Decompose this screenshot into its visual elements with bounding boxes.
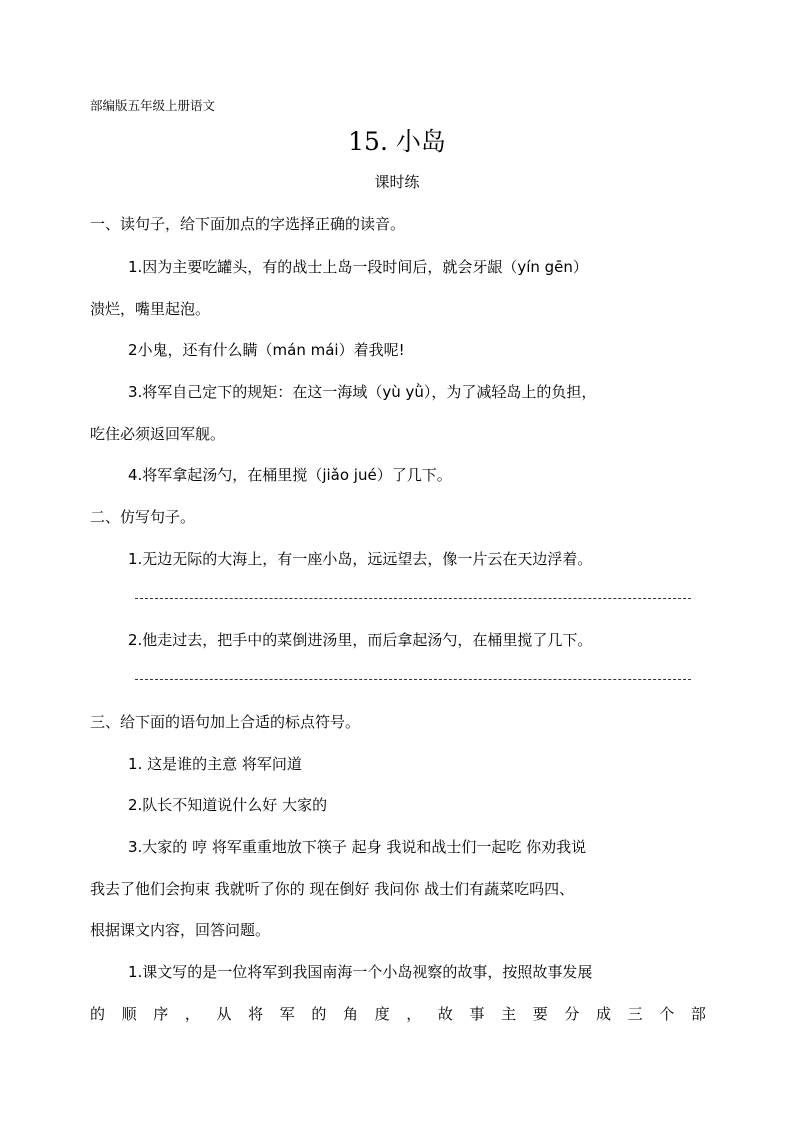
- answer-line-1[interactable]: [135, 598, 691, 599]
- justified-char: 角: [343, 1005, 359, 1023]
- section1-q4: 4.将军拿起汤勺，在桶里搅（jiǎo jué）了几下。: [128, 466, 452, 484]
- section2-heading: 二、仿写句子。: [90, 508, 196, 526]
- section4-q1-line2: [90, 1004, 706, 1024]
- answer-line-2[interactable]: [135, 679, 691, 680]
- justified-char: 度: [374, 1005, 390, 1023]
- justified-char: 三: [627, 1005, 643, 1023]
- section2-q2: 2.他走过去，把手中的菜倒进汤里，而后拿起汤勺，在桶里搅了几下。: [128, 631, 593, 649]
- justified-char: 事: [469, 1005, 485, 1023]
- section1-heading: 一、读句子，给下面加点的字选择正确的读音。: [90, 215, 406, 233]
- section2-q1: 1.无边无际的大海上，有一座小岛，远远望去，像一片云在天边浮着。: [128, 550, 593, 568]
- section1-q2: 2小鬼，还有什么瞒（mán mái）着我呢!: [128, 341, 405, 359]
- section1-q1-line2: 溃烂，嘴里起泡。: [90, 300, 211, 318]
- justified-char: 主: [501, 1005, 517, 1023]
- section4-q1-line1: 1.课文写的是一位将军到我国南海一个小岛视察的故事，按照故事发展: [128, 963, 593, 981]
- header-note: 部编版五年级上册语文: [90, 98, 216, 113]
- justified-char: 故: [437, 1005, 453, 1023]
- page-title: 15. 小岛: [348, 127, 446, 156]
- section3-q1: 1. 这是谁的主意 将军问道: [128, 755, 302, 773]
- justified-char: ，: [406, 1005, 422, 1023]
- justified-char: 从: [216, 1005, 232, 1023]
- justified-char: 序: [153, 1005, 169, 1023]
- justified-char: 顺: [121, 1005, 137, 1023]
- justified-char: 的: [90, 1005, 106, 1023]
- justified-char: 成: [596, 1005, 612, 1023]
- page-subtitle: 课时练: [374, 173, 420, 191]
- section3-q3-line2: 我去了他们会拘束 我就听了你的 现在倒好 我问你 战士们有蔬菜吃吗四、: [90, 880, 575, 898]
- justified-char: 的: [311, 1005, 327, 1023]
- section3-q3-line1: 3.大家的 哼 将军重重地放下筷子 起身 我说和战士们一起吃 你劝我说: [128, 838, 587, 856]
- justified-char: 将: [248, 1005, 264, 1023]
- justified-char: 个: [659, 1005, 675, 1023]
- justified-char: 军: [279, 1005, 295, 1023]
- section1-q3-line2: 吃住必须返回军舰。: [90, 425, 226, 443]
- justified-char: 分: [564, 1005, 580, 1023]
- section3-q2: 2.队长不知道说什么好 大家的: [128, 796, 328, 814]
- section1-q1-line1: 1.因为主要吃罐头，有的战士上岛一段时间后，就会牙龈（yín gēn）: [128, 258, 588, 276]
- section1-q3-line1: 3.将军自己定下的规矩：在这一海域（yù yǜ），为了减轻岛上的负担，: [128, 383, 597, 401]
- section3-heading: 三、给下面的语句加上合适的标点符号。: [90, 713, 361, 731]
- justified-char: ，: [184, 1005, 200, 1023]
- section3-q3-line3: 根据课文内容，回答问题。: [90, 921, 271, 939]
- justified-char: 部: [690, 1005, 706, 1023]
- justified-char: 要: [532, 1005, 548, 1023]
